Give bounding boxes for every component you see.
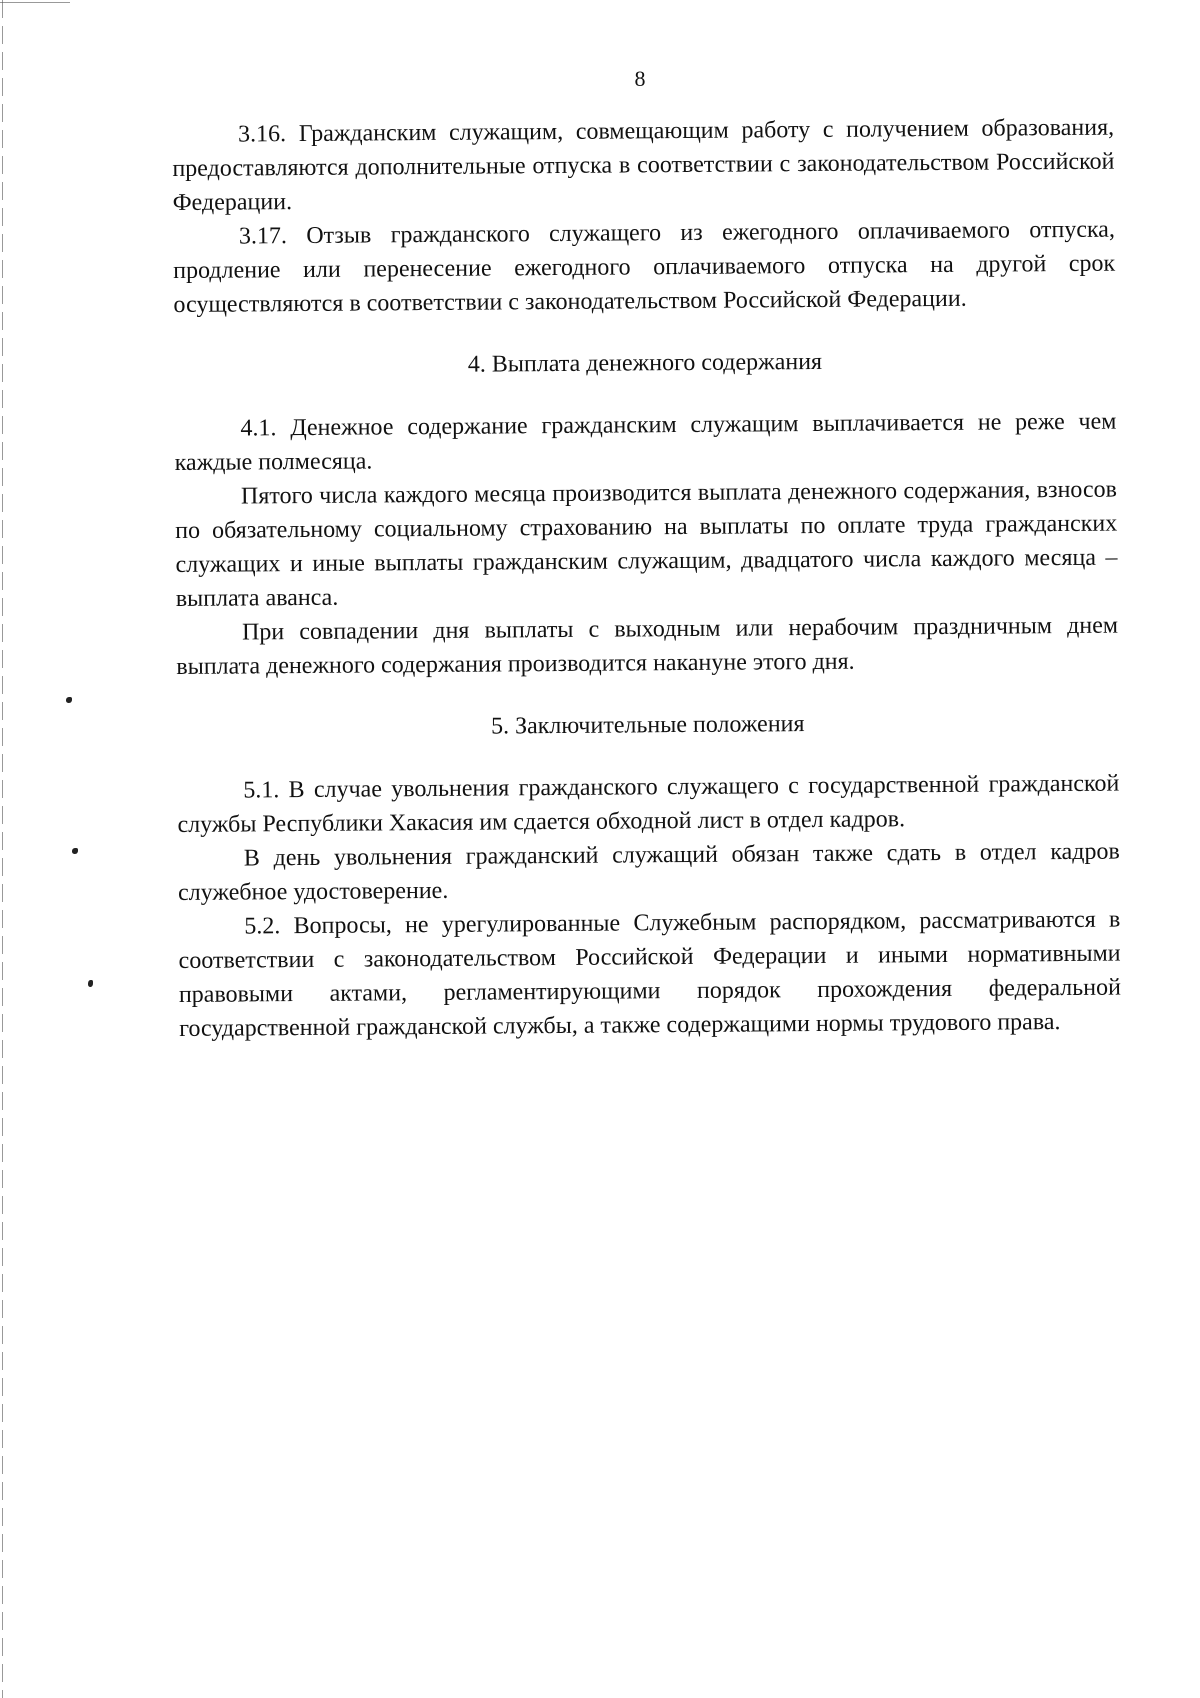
paragraph-4-1: 4.1. Денежное содержание гражданским служащим выплачивается не реже чем каждые полмесяца. xyxy=(174,408,1117,476)
paragraph-5-1: 5.1. В случае увольнения гражданского служащего с государственной гражданской службы Республики Хакасия им сдается обходной лист в отдел кадров. xyxy=(177,770,1120,838)
paragraph-5-2: 5.2. Вопросы, не урегулированные Служебным распорядком, рассматриваются в соответствии с законодательством Российской Федерации и иными нормативными правовыми актами, регламентирующими порядок прохождения федеральной государственной гражданской службы, а также содержащими нормы трудового права. xyxy=(178,906,1121,1042)
page-number: 8 xyxy=(634,66,646,91)
paragraph-5-1-id-card: В день увольнения гражданский служащий обязан также сдать в отдел кадров служебное удостоверение. xyxy=(177,838,1120,906)
binding-hole-mark xyxy=(88,980,93,987)
scan-left-edge xyxy=(2,0,3,1698)
paragraph-4-1-holiday: При совпадении дня выплаты с выходным или нерабочим праздничным днем выплата денежного содержания производится накануне этого дня. xyxy=(176,612,1119,680)
paragraph-3-17: 3.17. Отзыв гражданского служащего из ежегодного оплачиваемого отпуска, продление или перенесение ежегодного оплачиваемого отпуска на другой срок осуществляются в соответствии с законодательством Российской Федерации. xyxy=(173,216,1116,318)
paragraph-4-1-payment-dates: Пятого числа каждого месяца производится выплата денежного содержания, взносов по обязательному социальному страхованию на выплаты по оплате труда гражданских служащих и иные выплаты гражданским служащим, двадцатого числа каждого месяца – выплата аванса. xyxy=(175,476,1118,612)
scan-top-edge xyxy=(0,2,70,3)
binding-hole-mark xyxy=(72,848,78,854)
document-body xyxy=(172,111,1121,1046)
section-4-heading: 4. Выплата денежного содержания xyxy=(467,348,823,378)
section-5-heading: 5. Заключительные положения xyxy=(490,711,805,740)
paragraph-3-16: 3.16. Гражданским служащим, совмещающим работу с получением образования, предоставляются дополнительные отпуска в соответствии с законодательством Российской Федерации. xyxy=(172,114,1115,216)
binding-hole-mark xyxy=(66,697,72,703)
